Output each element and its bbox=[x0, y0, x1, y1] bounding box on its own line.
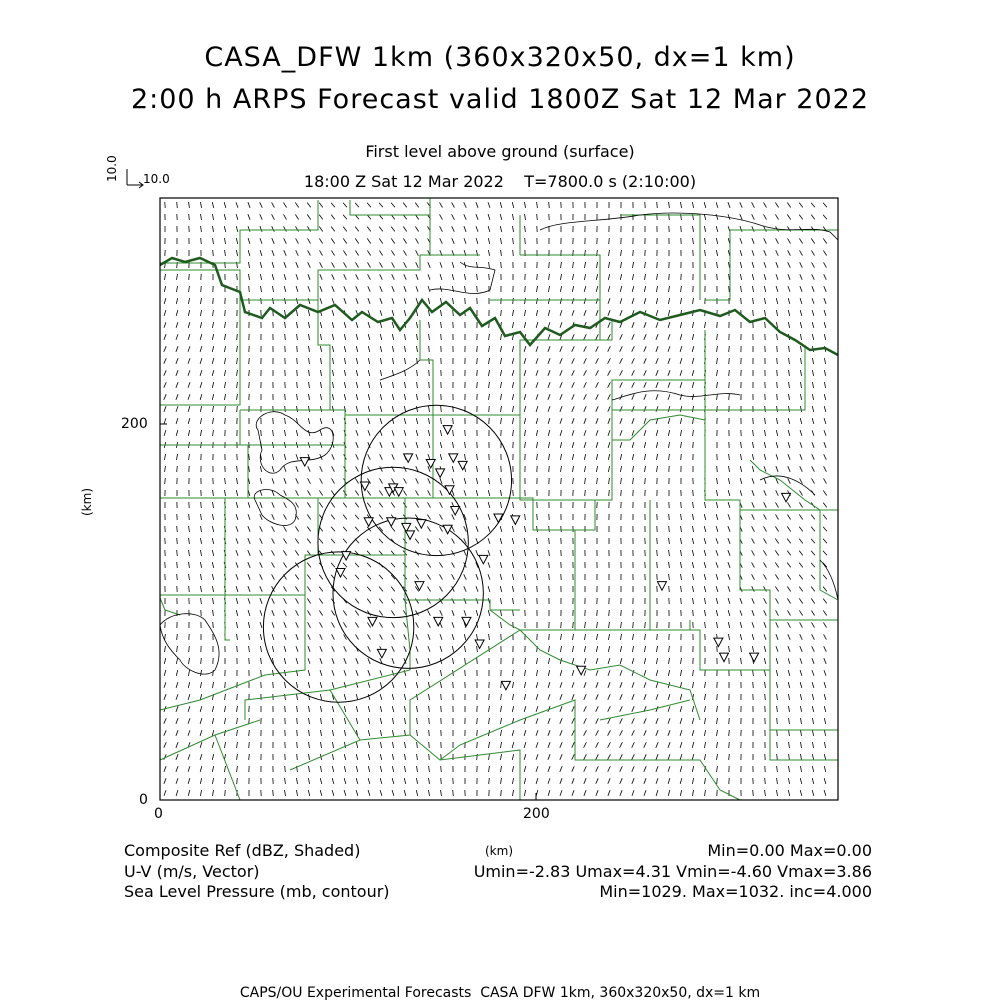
legend-pressure-range: Min=1029. Max=1032. inc=4.000 bbox=[599, 882, 872, 901]
radar-range-rings bbox=[263, 405, 511, 702]
station-marker bbox=[377, 649, 386, 658]
station-marker bbox=[479, 555, 488, 564]
station-marker bbox=[415, 582, 424, 591]
x-tick-200: 200 bbox=[523, 806, 550, 822]
level-subtitle: First level above ground (surface) bbox=[365, 142, 635, 161]
y-tick-0: 0 bbox=[139, 792, 148, 808]
station-marker bbox=[406, 531, 415, 540]
x-axis-label: (km) bbox=[485, 844, 514, 858]
station-marker bbox=[511, 516, 520, 525]
station-marker bbox=[451, 506, 460, 514]
wind-vector-field bbox=[164, 202, 827, 796]
reference-vector-label-y: 10.0 bbox=[105, 155, 119, 182]
time-subtitle: 18:00 Z Sat 12 Mar 2022 T=7800.0 s (2:10:00) bbox=[303, 172, 697, 191]
station-marker bbox=[782, 493, 791, 502]
station-marker bbox=[449, 454, 458, 463]
station-marker bbox=[387, 518, 396, 527]
station-marker bbox=[436, 469, 445, 478]
station-marker bbox=[364, 518, 373, 527]
station-marker bbox=[443, 525, 452, 534]
station-marker bbox=[458, 461, 467, 470]
radar-range-ring bbox=[333, 518, 483, 668]
station-marker bbox=[394, 488, 403, 497]
legend-reflectivity: Composite Ref (dBZ, Shaded) bbox=[124, 841, 361, 860]
station-marker bbox=[462, 617, 471, 626]
station-marker bbox=[657, 582, 666, 591]
station-marker bbox=[714, 638, 723, 647]
legend-pressure: Sea Level Pressure (mb, contour) bbox=[124, 882, 390, 901]
figure-title-line2: 2:00 h ARPS Forecast valid 1800Z Sat 12 Mar 2022 bbox=[130, 84, 870, 115]
reference-vector-label-x: 10.0 bbox=[143, 172, 170, 186]
legend-wind-range: Umin=-2.83 Umax=4.31 Vmin=-4.60 Vmax=3.86 bbox=[473, 862, 872, 881]
station-marker bbox=[434, 617, 443, 626]
station-marker bbox=[577, 666, 586, 675]
station-marker bbox=[501, 681, 510, 690]
station-marker bbox=[720, 653, 729, 662]
axis-ticks bbox=[160, 424, 536, 800]
station-marker bbox=[404, 454, 413, 463]
station-marker bbox=[368, 617, 377, 626]
y-tick-200: 200 bbox=[121, 416, 148, 432]
footer-credit: CAPS/OU Experimental Forecasts CASA DFW 1km, 360x320x50, dx=1 km bbox=[239, 985, 761, 1001]
figure-title-line1: CASA_DFW 1km (360x320x50, dx=1 km) bbox=[204, 42, 796, 73]
wind-vectors bbox=[164, 202, 827, 796]
state-border bbox=[160, 258, 838, 355]
station-marker bbox=[417, 520, 426, 529]
x-tick-0: 0 bbox=[154, 806, 163, 822]
legend-reflectivity-range: Min=0.00 Max=0.00 bbox=[707, 841, 872, 860]
legend-wind-vector: U-V (m/s, Vector) bbox=[124, 862, 260, 881]
lakes-and-rivers bbox=[160, 213, 838, 674]
plot-frame bbox=[160, 198, 838, 800]
station-marker bbox=[443, 426, 452, 435]
y-axis-label: (km) bbox=[80, 487, 94, 516]
station-marker bbox=[300, 458, 309, 467]
county-boundaries bbox=[160, 198, 838, 800]
station-marker bbox=[750, 653, 759, 662]
station-marker bbox=[426, 459, 435, 468]
